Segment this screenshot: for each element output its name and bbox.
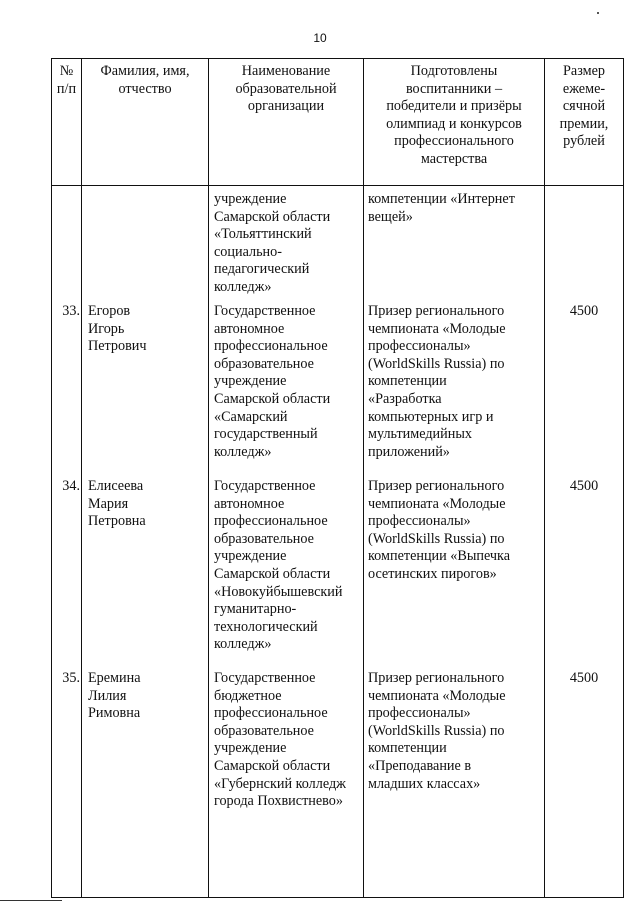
cell-line: гуманитарно- — [214, 601, 297, 618]
cell-line: (WorldSkills Russia) по — [368, 722, 505, 739]
cell-line: чемпионата «Молодые — [368, 687, 506, 704]
cell-achievements — [364, 670, 545, 898]
cell-bonus: 4500 — [545, 303, 624, 478]
cell-line: города Похвистнево» — [214, 793, 343, 810]
scan-speck — [597, 12, 599, 14]
cell-name — [82, 670, 209, 898]
cell-line: вещей» — [368, 208, 413, 225]
cell-line: компьютерных игр и — [368, 408, 494, 425]
cell-line: Призер регионального — [368, 478, 505, 494]
cell-number — [52, 186, 82, 304]
cell-line: компетенции — [368, 740, 447, 757]
cell-organization — [209, 670, 364, 898]
cell-line: компетенции — [368, 373, 447, 390]
cell-line: Призер регионального — [368, 303, 505, 319]
cell-line: «Новокуйбышевский — [214, 583, 343, 600]
cell-organization — [209, 186, 364, 304]
cell-line: Егоров — [88, 303, 131, 319]
cell-line: Государственное — [214, 670, 316, 686]
cell-line: Самарской области — [214, 565, 331, 582]
cell-line: профессиональное — [214, 513, 328, 530]
cell-line: «Губернский колледж — [214, 775, 346, 792]
cell-line: Мария — [88, 495, 129, 512]
cell-line: образовательное — [214, 722, 314, 739]
cell-number: 33. — [52, 303, 82, 478]
table-row — [52, 478, 624, 670]
cell-line: профессионалы» — [368, 338, 471, 355]
cell-line: Петровна — [88, 513, 146, 530]
cell-line: осетинских пирогов» — [368, 565, 497, 582]
header-line: профессионального — [394, 133, 514, 150]
cell-line: учреждение — [214, 373, 287, 390]
cell-line: педагогический — [214, 261, 310, 278]
cell-achievements — [364, 303, 545, 478]
table-row-continuation — [52, 186, 624, 304]
cell-line: компетенции «Выпечка — [368, 548, 511, 565]
cell-line: профессиональное — [214, 705, 328, 722]
cell-line: профессиональное — [214, 338, 328, 355]
cell-line: социально- — [214, 243, 282, 260]
cell-line: Римовна — [88, 705, 141, 722]
cell-line: учреждение — [214, 191, 287, 207]
header-line: мастерства — [420, 150, 488, 167]
header-full-name — [82, 59, 209, 186]
cell-line: (WorldSkills Russia) по — [368, 530, 505, 547]
cell-bonus: 4500 — [545, 670, 624, 898]
recipients-table — [51, 58, 624, 898]
table-header-row — [52, 59, 624, 186]
cell-number: 34. — [52, 478, 82, 670]
header-number — [52, 59, 82, 186]
cell-line: Еремина — [88, 670, 141, 686]
cell-number: 35. — [52, 670, 82, 898]
header-line: победители и призёры — [386, 98, 522, 115]
header-line: воспитанники – — [405, 80, 503, 97]
cell-line: Самарской области — [214, 757, 331, 774]
cell-bonus — [545, 186, 624, 304]
table-row — [52, 670, 624, 898]
cell-line: государственный — [214, 426, 318, 443]
cell-line: Призер регионального — [368, 670, 505, 686]
header-line: № — [59, 63, 74, 79]
cell-line: учреждение — [214, 740, 287, 757]
header-bonus — [545, 59, 624, 186]
cell-line: «Разработка — [368, 390, 442, 407]
header-line: Размер — [563, 63, 605, 79]
cell-line: «Самарский — [214, 408, 288, 425]
cell-line: технологический — [214, 618, 318, 635]
cell-line: приложений» — [368, 443, 450, 460]
cell-line: компетенции «Интернет — [368, 191, 515, 207]
cell-line: Лилия — [88, 687, 127, 704]
cell-line: «Преподавание в — [368, 757, 472, 774]
header-line: п/п — [56, 80, 77, 97]
header-organization — [209, 59, 364, 186]
scan-edge-stroke — [0, 900, 62, 901]
page-number: 10 — [313, 31, 327, 45]
cell-line: младших классах» — [368, 775, 481, 792]
header-line: Наименование — [241, 63, 331, 79]
cell-line: образовательное — [214, 355, 314, 372]
cell-line: Государственное — [214, 478, 316, 494]
cell-line: образовательное — [214, 530, 314, 547]
cell-line: Самарской области — [214, 208, 331, 225]
header-line: организации — [247, 98, 325, 115]
header-line: образовательной — [235, 80, 337, 97]
cell-line: Елисеева — [88, 478, 144, 494]
cell-name — [82, 303, 209, 478]
cell-line: «Тольяттинский — [214, 226, 312, 243]
cell-line: профессионалы» — [368, 705, 471, 722]
header-line: рублей — [563, 133, 605, 150]
cell-line: бюджетное — [214, 687, 282, 704]
cell-achievements — [364, 478, 545, 670]
cell-line: (WorldSkills Russia) по — [368, 355, 505, 372]
cell-line: колледж» — [214, 443, 272, 460]
cell-bonus: 4500 — [545, 478, 624, 670]
cell-organization — [209, 478, 364, 670]
cell-line: учреждение — [214, 548, 287, 565]
header-achievements — [364, 59, 545, 186]
cell-name — [82, 186, 209, 304]
cell-name — [82, 478, 209, 670]
cell-line: мультимедийных — [368, 426, 472, 443]
cell-line: Игорь — [88, 320, 125, 337]
cell-line: автономное — [214, 320, 285, 337]
cell-line: чемпионата «Молодые — [368, 495, 506, 512]
header-line: Подготовлены — [410, 63, 498, 79]
cell-line: Государственное — [214, 303, 316, 319]
header-line: ежеме- — [562, 80, 606, 97]
table-row — [52, 303, 624, 478]
cell-line: Петрович — [88, 338, 147, 355]
cell-line: Самарской области — [214, 390, 331, 407]
header-line: премии, — [559, 115, 609, 132]
header-line: олимпиад и конкурсов — [386, 115, 522, 132]
cell-line: автономное — [214, 495, 285, 512]
cell-organization — [209, 303, 364, 478]
cell-achievements — [364, 186, 545, 304]
cell-line: профессионалы» — [368, 513, 471, 530]
header-line: отчество — [118, 80, 172, 97]
header-line: сячной — [562, 98, 606, 115]
cell-line: колледж» — [214, 278, 272, 295]
cell-line: чемпионата «Молодые — [368, 320, 506, 337]
header-line: Фамилия, имя, — [100, 63, 190, 79]
cell-line: колледж» — [214, 636, 272, 653]
